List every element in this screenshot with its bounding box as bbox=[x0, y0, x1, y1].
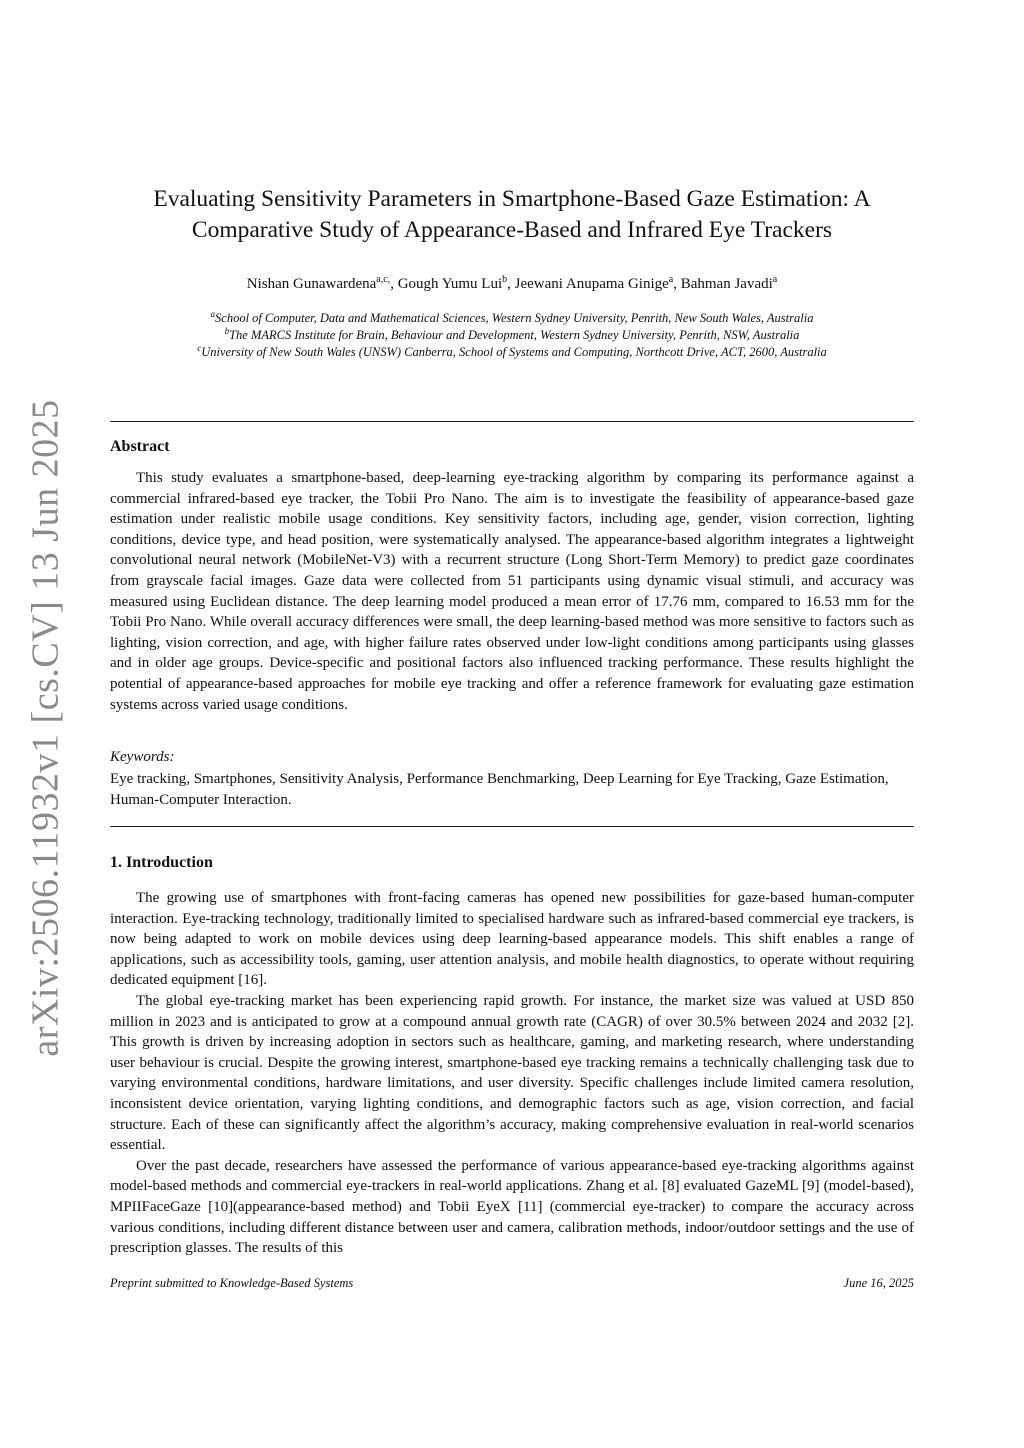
affiliation-list bbox=[100, 310, 924, 361]
affiliation-item bbox=[100, 310, 924, 327]
affiliation-mark: c bbox=[197, 343, 202, 353]
author-affiliation-mark: a,c, bbox=[376, 274, 391, 285]
author-separator: , bbox=[673, 276, 681, 292]
author-affiliation-mark: a bbox=[772, 274, 778, 285]
author-list bbox=[100, 274, 924, 294]
affiliation-text: University of New South Wales (UNSW) Canberra, School of Systems and Computing, Northcott Drive, ACT, 2600, Australia bbox=[201, 345, 827, 359]
author-affiliation-mark: b bbox=[502, 274, 508, 285]
paper-title bbox=[100, 184, 924, 246]
introduction-paragraph: The growing use of smartphones with front-facing cameras has opened new possibilities for gaze-based human-computer interaction. Eye-tracking technology, traditionally limited to specialised hardware such as infrared-based commercial eye trackers, is now being adapted to work on mobile devices using deep learning-based appearance models. This shift enables a range of applications, such as accessibility tools, gaming, user attention analysis, and mobile health diagnostics, to operate without requiring dedicated equipment [16]. bbox=[110, 890, 914, 989]
abstract-text: This study evaluates a smartphone-based, deep-learning eye-tracking algorithm by comparing its performance against a commercial infrared-based eye tracker, the Tobii Pro Nano. The aim is to investigate the feasibility of appearance-based gaze estimation under realistic mobile usage conditions. Key sensitivity factors, including age, gender, vision correction, lighting conditions, device type, and head position, were systematically analysed. The appearance-based algorithm integrates a lightweight convolutional neural network (MobileNet-V3) with a recurrent structure (Long Short-Term Memory) to predict gaze coordinates from grayscale facial images. Gaze data were collected from 51 participants using dynamic visual stimuli, and accuracy was measured using Euclidean distance. The deep learning model produced a mean error of 17.76 mm, compared to 16.53 mm for the Tobii Pro Nano. While overall accuracy differences were small, the deep learning-based method was more sensitive to factors such as lighting, vision correction, and age, with higher failure rates observed under low-light conditions among participants using glasses and in older age groups. Device-specific and positional factors also influenced tracking performance. These results highlight the potential of appearance-based approaches for mobile eye tracking and offer a reference framework for evaluating gaze estimation systems across varied usage conditions. bbox=[110, 470, 914, 713]
introduction-heading: 1. Introduction bbox=[110, 854, 213, 871]
affiliation-text: The MARCS Institute for Brain, Behaviour and Development, Western Sydney University, Penrith, NSW, Australia bbox=[229, 328, 800, 342]
title-line-1: Evaluating Sensitivity Parameters in Smartphone-Based Gaze Estimation: A bbox=[153, 186, 871, 212]
author-affiliation-mark: a bbox=[668, 274, 674, 285]
affiliation-item bbox=[100, 344, 924, 361]
introduction-paragraph: The global eye-tracking market has been experiencing rapid growth. For instance, the market size was valued at USD 850 million in 2023 and is anticipated to grow at a compound annual growth rate (CAGR) of over 30.5% between 2024 and 2032 [2]. This growth is driven by increasing adoption in sectors such as healthcare, gaming, and marketing research, where understanding user behaviour is crucial. Despite the growing interest, smartphone-based eye tracking remains a technically challenging task due to varying environmental conditions, hardware limitations, and user diversity. Specific challenges include limited camera resolution, inconsistent device orientation, varying lighting conditions, and demographic factors such as age, vision correction, and facial structure. Each of these can significantly affect the algorithm’s accuracy, making comprehensive evaluation in real-world scenarios essential. bbox=[110, 992, 914, 1154]
author-name: Bahman Javadi bbox=[680, 276, 773, 292]
author-separator: , bbox=[507, 276, 515, 292]
arxiv-identifier-text: arXiv:2506.11932v1 [cs.CV] 13 Jun 2025 bbox=[25, 399, 67, 1057]
abstract-heading: Abstract bbox=[110, 438, 170, 455]
keywords-label: Keywords: bbox=[110, 749, 175, 765]
abstract-bottom-rule bbox=[110, 826, 914, 827]
affiliation-item bbox=[100, 327, 924, 344]
abstract-top-rule bbox=[110, 421, 914, 422]
introduction-body bbox=[110, 888, 914, 1259]
affiliation-mark: b bbox=[224, 326, 230, 336]
introduction-paragraph: Over the past decade, researchers have assessed the performance of various appearance-based eye-tracking algorithms against model-based methods and commercial eye-trackers in real-world applications. Zhang et al. [8] evaluated GazeML [9] (model-based), MPIIFaceGaze [10](appearance-based method) and Tobii EyeX [11] (commercial eye-tracker) to compare the accuracy across various conditions, including different distance between user and camera, calibration methods, indoor/outdoor settings and the use of prescription glasses. The results of this bbox=[110, 1157, 914, 1257]
author-name: Jeewani Anupama Ginige bbox=[514, 276, 669, 292]
author-separator: , bbox=[390, 276, 398, 292]
affiliation-mark: a bbox=[210, 309, 216, 319]
arxiv-identifier-stamp bbox=[12, 399, 80, 1057]
footer-journal-note: Preprint submitted to Knowledge-Based Systems bbox=[110, 1276, 354, 1290]
keywords-text: Eye tracking, Smartphones, Sensitivity Analysis, Performance Benchmarking, Deep Learning for Eye Tracking, Gaze Estimation, Human-Computer Interaction. bbox=[110, 771, 889, 808]
affiliation-text: School of Computer, Data and Mathematical Sciences, Western Sydney University, Penrith, New South Wales, Australia bbox=[215, 311, 814, 325]
author-name: Gough Yumu Lui bbox=[397, 276, 503, 292]
footer-date: June 16, 2025 bbox=[843, 1276, 914, 1290]
title-line-2: Comparative Study of Appearance-Based and Infrared Eye Trackers bbox=[191, 217, 833, 243]
author-name: Nishan Gunawardena bbox=[246, 276, 377, 292]
